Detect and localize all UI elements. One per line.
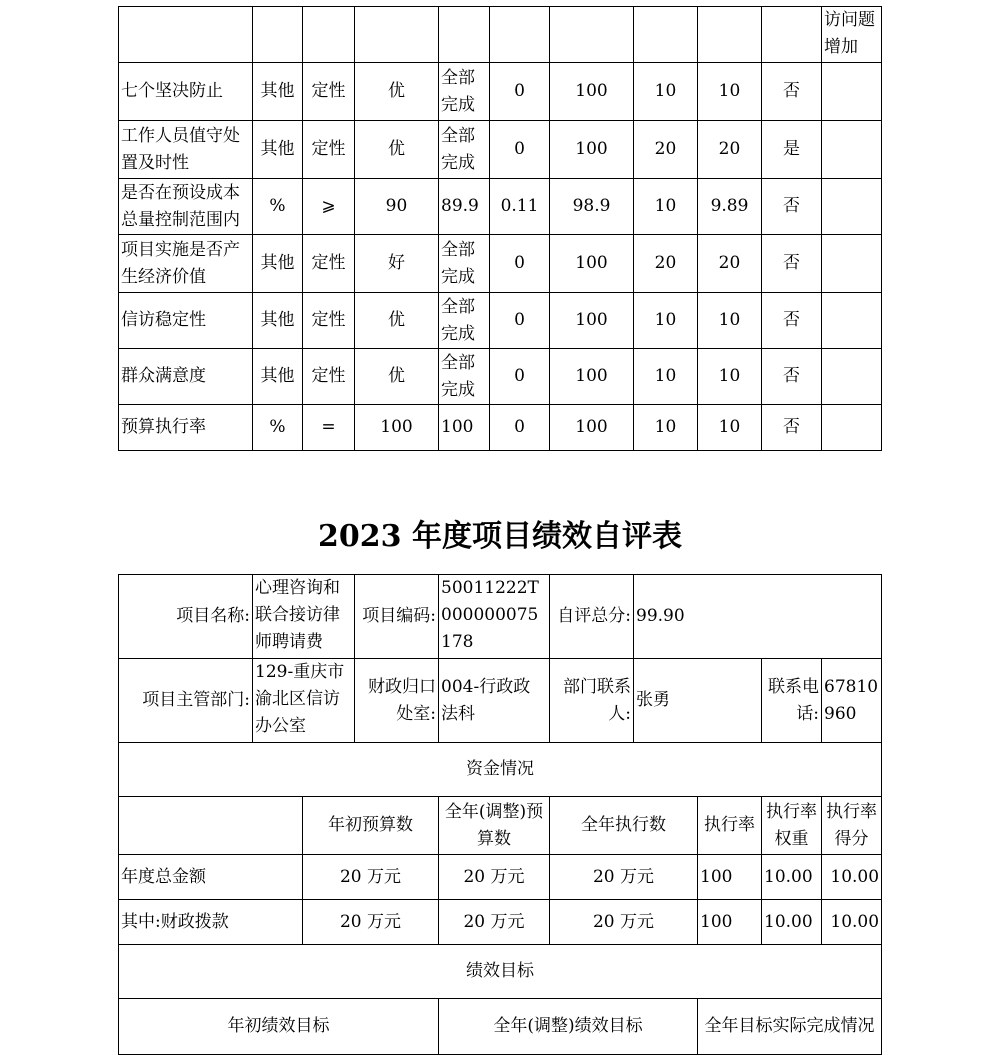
indicator-row <box>119 235 882 293</box>
indicator-name: 群众满意度 <box>119 349 253 405</box>
funds-row-label: 年度总金额 <box>119 855 303 900</box>
goals-header-initial: 年初绩效目标 <box>119 999 439 1055</box>
indicator-target: 好 <box>355 235 439 293</box>
indicator-completion-rate: 100 <box>550 293 634 349</box>
indicator-unit: % <box>253 405 303 451</box>
indicator-weight: 20 <box>634 235 698 293</box>
funds-section-row <box>119 743 882 797</box>
indicator-name: 工作人员值守处置及时性 <box>119 121 253 179</box>
indicator-unit: 其他 <box>253 63 303 121</box>
indicator-deviation: 0 <box>490 293 550 349</box>
funds-header-adjusted: 全年(调整)预算数 <box>439 797 550 855</box>
indicator-weight: 10 <box>634 293 698 349</box>
goals-section-row <box>119 945 882 999</box>
indicator-actual: 全部完成 <box>439 349 490 405</box>
indicator-deviation: 0 <box>490 121 550 179</box>
funds-cell-executed: 20 万元 <box>550 900 698 945</box>
self-score-label: 自评总分: <box>550 575 634 659</box>
indicator-flag: 否 <box>762 349 822 405</box>
indicator-name: 是否在预设成本总量控制范围内 <box>119 179 253 235</box>
indicator-completion-rate: 100 <box>550 235 634 293</box>
indicator-row <box>119 121 882 179</box>
funds-cell-rate-weight: 10.00 <box>762 900 822 945</box>
indicator-completion-rate: 100 <box>550 121 634 179</box>
indicator-score: 20 <box>698 121 762 179</box>
indicator-weight: 10 <box>634 405 698 451</box>
finance-office-label: 财政归口处室: <box>355 659 439 743</box>
funds-cell-rate-weight: 10.00 <box>762 855 822 900</box>
department-info-row <box>119 659 882 743</box>
indicator-flag: 否 <box>762 179 822 235</box>
indicator-row <box>119 293 882 349</box>
indicator-operator: = <box>303 405 355 451</box>
goals-section-title: 绩效目标 <box>119 945 882 999</box>
funds-row-total <box>119 855 882 900</box>
self-evaluation-table <box>118 574 882 1055</box>
indicator-completion-rate: 100 <box>550 405 634 451</box>
indicator-score: 10 <box>698 405 762 451</box>
indicator-operator: 定性 <box>303 349 355 405</box>
goals-header-actual: 全年目标实际完成情况 <box>698 999 882 1055</box>
funds-header-initial: 年初预算数 <box>303 797 439 855</box>
indicator-unit: % <box>253 179 303 235</box>
funds-header-row <box>119 797 882 855</box>
indicator-score: 10 <box>698 349 762 405</box>
indicator-operator: ⩾ <box>303 179 355 235</box>
indicator-table <box>118 6 882 451</box>
funds-cell-initial: 20 万元 <box>303 855 439 900</box>
indicator-completion-rate: 100 <box>550 349 634 405</box>
indicator-unit: 其他 <box>253 293 303 349</box>
indicator-score: 20 <box>698 235 762 293</box>
funds-header-rate-score: 执行率得分 <box>822 797 882 855</box>
indicator-deviation: 0.11 <box>490 179 550 235</box>
indicator-flag: 否 <box>762 63 822 121</box>
funds-cell-initial: 20 万元 <box>303 900 439 945</box>
indicator-row <box>119 405 882 451</box>
indicator-row <box>119 349 882 405</box>
funds-cell-rate-score: 10.00 <box>822 855 882 900</box>
indicator-unit: 其他 <box>253 349 303 405</box>
indicator-row <box>119 63 882 121</box>
project-name-value: 心理咨询和联合接访律师聘请费 <box>253 575 355 659</box>
page-title: 2023 年度项目绩效自评表 <box>318 519 682 554</box>
indicator-note <box>822 293 882 349</box>
funds-section-title: 资金情况 <box>119 743 882 797</box>
funds-cell-adjusted: 20 万元 <box>439 900 550 945</box>
indicator-target: 优 <box>355 121 439 179</box>
funds-header-rate: 执行率 <box>698 797 762 855</box>
indicator-header-last-cell: 访问题增加 <box>822 7 882 63</box>
indicator-weight: 10 <box>634 179 698 235</box>
indicator-deviation: 0 <box>490 405 550 451</box>
indicator-row <box>119 179 882 235</box>
department-value: 129-重庆市渝北区信访办公室 <box>253 659 355 743</box>
indicator-target: 优 <box>355 63 439 121</box>
department-label: 项目主管部门: <box>119 659 253 743</box>
funds-header-executed: 全年执行数 <box>550 797 698 855</box>
indicator-deviation: 0 <box>490 349 550 405</box>
indicator-completion-rate: 98.9 <box>550 179 634 235</box>
indicator-target: 优 <box>355 349 439 405</box>
indicator-name: 预算执行率 <box>119 405 253 451</box>
indicator-operator: 定性 <box>303 293 355 349</box>
goals-header-row <box>119 999 882 1055</box>
indicator-score: 9.89 <box>698 179 762 235</box>
project-info-row <box>119 575 882 659</box>
contact-label: 部门联系人: <box>550 659 634 743</box>
goals-header-adjusted: 全年(调整)绩效目标 <box>439 999 698 1055</box>
indicator-actual: 全部完成 <box>439 63 490 121</box>
indicator-completion-rate: 100 <box>550 63 634 121</box>
funds-cell-rate-score: 10.00 <box>822 900 882 945</box>
indicator-weight: 20 <box>634 121 698 179</box>
indicator-unit: 其他 <box>253 235 303 293</box>
indicator-note <box>822 179 882 235</box>
indicator-target: 100 <box>355 405 439 451</box>
indicator-note <box>822 349 882 405</box>
indicator-deviation: 0 <box>490 235 550 293</box>
indicator-note <box>822 121 882 179</box>
indicator-weight: 10 <box>634 63 698 121</box>
indicator-actual: 89.9 <box>439 179 490 235</box>
indicator-flag: 否 <box>762 405 822 451</box>
indicator-header-row <box>119 7 882 63</box>
project-name-label: 项目名称: <box>119 575 253 659</box>
indicator-flag: 否 <box>762 293 822 349</box>
indicator-note <box>822 235 882 293</box>
indicator-unit: 其他 <box>253 121 303 179</box>
indicator-actual: 全部完成 <box>439 293 490 349</box>
indicator-flag: 是 <box>762 121 822 179</box>
self-score-value: 99.90 <box>634 575 882 659</box>
indicator-note <box>822 405 882 451</box>
indicator-weight: 10 <box>634 349 698 405</box>
funds-cell-rate: 100 <box>698 855 762 900</box>
funds-row-fiscal <box>119 900 882 945</box>
indicator-note <box>822 63 882 121</box>
indicator-operator: 定性 <box>303 63 355 121</box>
project-code-label: 项目编码: <box>355 575 439 659</box>
indicator-operator: 定性 <box>303 235 355 293</box>
indicator-actual: 全部完成 <box>439 235 490 293</box>
indicator-score: 10 <box>698 63 762 121</box>
indicator-flag: 否 <box>762 235 822 293</box>
funds-cell-rate: 100 <box>698 900 762 945</box>
funds-cell-adjusted: 20 万元 <box>439 855 550 900</box>
indicator-deviation: 0 <box>490 63 550 121</box>
project-code-value: 50011222T000000075178 <box>439 575 550 659</box>
phone-value: 67810960 <box>822 659 882 743</box>
indicator-target: 90 <box>355 179 439 235</box>
indicator-score: 10 <box>698 293 762 349</box>
indicator-name: 信访稳定性 <box>119 293 253 349</box>
indicator-name: 七个坚决防止 <box>119 63 253 121</box>
indicator-actual: 全部完成 <box>439 121 490 179</box>
phone-label: 联系电话: <box>762 659 822 743</box>
contact-value: 张勇 <box>634 659 762 743</box>
funds-row-label: 其中:财政拨款 <box>119 900 303 945</box>
funds-cell-executed: 20 万元 <box>550 855 698 900</box>
finance-office-value: 004-行政政法科 <box>439 659 550 743</box>
funds-header-rate-weight: 执行率权重 <box>762 797 822 855</box>
indicator-target: 优 <box>355 293 439 349</box>
indicator-name: 项目实施是否产生经济价值 <box>119 235 253 293</box>
indicator-actual: 100 <box>439 405 490 451</box>
indicator-operator: 定性 <box>303 121 355 179</box>
